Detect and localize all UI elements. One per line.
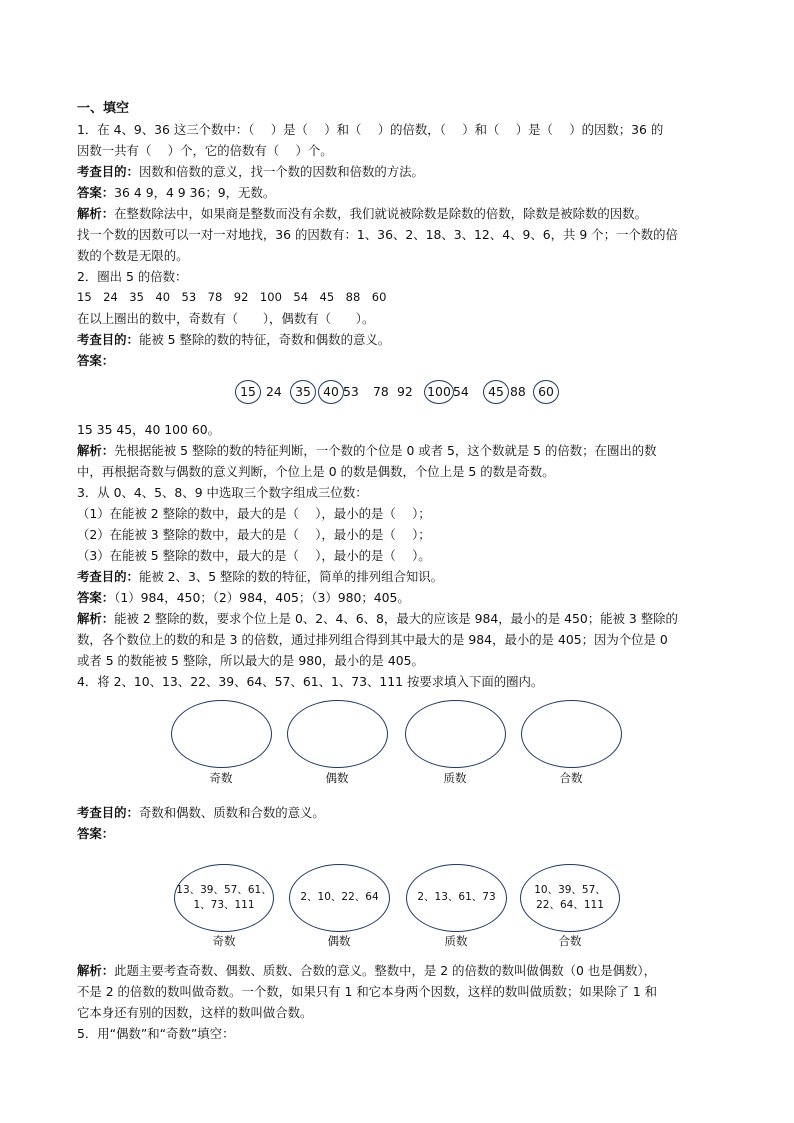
- circled-number: 35: [290, 380, 316, 404]
- answer-label: 答案：: [77, 590, 115, 605]
- circled-number: 100: [424, 380, 454, 404]
- q1-line2: 因数一共有（ ）个，它的倍数有（ ）个。: [77, 143, 333, 158]
- aim-label: 考查目的：: [77, 164, 139, 179]
- q4-explanation-2: 不是 2 的倍数的数叫做奇数。一个数，如果只有 1 和它本身两个因数，这样的数叫做质数；如果除了 1 和: [77, 984, 658, 999]
- answer-label-composite: 合数: [558, 934, 582, 948]
- q1-line1: 1．在 4、9、36 这三个数中：（ ）是（ ）和（ ）的倍数，（ ）和（ ）是（ ）的因数；36 的: [77, 122, 664, 137]
- explanation-text: 此题主要考查奇数、偶数、质数、合数的意义。整数中，是 2 的倍数的数叫做偶数（0 也是偶数），: [114, 963, 656, 978]
- oval-label-prime: 质数: [443, 771, 467, 785]
- oval-prime-line1: 2、13、61、73: [417, 891, 496, 903]
- q4-explanation-3: 它本身还有别的因数，这样的数叫做合数。: [77, 1005, 313, 1020]
- oval-composite-empty: [521, 700, 622, 768]
- oval-prime-answer-text: [406, 890, 507, 905]
- circled-number: 40: [318, 380, 344, 404]
- q3-sub1: （1）在能被 2 整除的数中，最大的是（ ），最小的是（ ）；: [77, 506, 431, 521]
- q2-numbers: 15 24 35 40 53 78 92 100 54 45 88 60: [77, 290, 387, 304]
- answer-text: 36 4 9，4 9 36；9，无数。: [114, 185, 276, 200]
- oval-odd-line2: 1、73、111: [193, 899, 255, 911]
- q2-line1: 2．圈出 5 的倍数：: [77, 269, 188, 284]
- oval-odd-answer-text: [174, 883, 274, 913]
- q1-explanation-1: [77, 203, 727, 224]
- oval-label-composite: 合数: [559, 771, 583, 785]
- q4-aim: [77, 802, 727, 823]
- q3-sub2: （2）在能被 3 整除的数中，最大的是（ ），最小的是（ ）；: [77, 527, 431, 542]
- aim-text: 奇数和偶数、质数和合数的意义。: [138, 805, 325, 820]
- oval-composite-line1: 10、39、57、: [534, 884, 606, 896]
- q2-line3: 在以上圈出的数中，奇数有（ ），偶数有（ ）。: [77, 311, 375, 326]
- aim-text: 因数和倍数的意义，找一个数的因数和倍数的方法。: [138, 164, 424, 179]
- q2-aim: [77, 329, 727, 350]
- oval-odd-empty: [171, 700, 272, 768]
- plain-number: 88: [510, 384, 526, 399]
- plain-number: 54: [453, 384, 469, 399]
- explanation-text: 在整数除法中，如果商是整数而没有余数，我们就说被除数是除数的倍数，除数是被除数的因数。: [114, 206, 647, 221]
- circled-number: 15: [235, 380, 261, 404]
- q3-aim: [77, 566, 727, 587]
- q4-explanation-1: [77, 960, 727, 981]
- oval-even-empty: [287, 700, 388, 768]
- aim-text: 能被 2、3、5 整除的数的特征，简单的排列组合知识。: [138, 569, 444, 584]
- oval-even-answer-text: [289, 890, 390, 905]
- q2-explanation-2: 中，再根据奇数与偶数的意义判断，个位上是 0 的数是偶数，个位上是 5 的数是奇数。: [77, 464, 555, 479]
- q2-answer: 15 35 45，40 100 60。: [77, 422, 221, 437]
- oval-prime-empty: [405, 700, 506, 768]
- answer-label: 答案：: [77, 185, 115, 200]
- plain-number: 24: [266, 384, 282, 399]
- q4-answer-label: 答案：: [77, 826, 115, 841]
- explanation-label: 解析：: [77, 963, 115, 978]
- explanation-text: 能被 2 整除的数，要求个位上是 0、2、4、6、8，最大的应该是 984，最小的是 450；能被 3 整除的: [114, 611, 678, 626]
- oval-even-line1: 2、10、22、64: [300, 891, 379, 903]
- aim-label: 考查目的：: [77, 332, 139, 347]
- q4-line1: 4．将 2、10、13、22、39、64、57、61、1、73、111 按要求填入下面的圈内。: [77, 674, 544, 689]
- explanation-label: 解析：: [77, 206, 115, 221]
- oval-odd-line1: 13、39、57、61、: [176, 884, 272, 896]
- q3-explanation-3: 或者 5 的数能被 5 整除，所以最大的是 980，最小的是 405。: [77, 653, 424, 668]
- answer-ovals-diagram: [77, 844, 727, 956]
- aim-label: 考查目的：: [77, 569, 139, 584]
- circled-number: 60: [533, 380, 559, 404]
- explanation-label: 解析：: [77, 443, 115, 458]
- q3-line1: 3．从 0、4、5、8、9 中选取三个数字组成三位数：: [77, 485, 368, 500]
- plain-number: 92: [397, 384, 413, 399]
- q3-answer: [77, 587, 727, 608]
- document-page: [77, 98, 727, 1044]
- q3-explanation-1: [77, 608, 727, 629]
- q3-explanation-2: 数，各个数位上的数的和是 3 的倍数，通过排列组合得到其中最大的是 984，最小的是 405；因为个位是 0: [77, 632, 668, 647]
- answer-label-odd: 奇数: [212, 934, 236, 948]
- empty-ovals-diagram: [77, 692, 727, 802]
- q2-explanation-1: [77, 440, 727, 461]
- plain-number: 78: [373, 384, 389, 399]
- answer-text: （1）984，450；（2）984，405；（3）980；405。: [114, 590, 410, 605]
- oval-label-even: 偶数: [325, 771, 349, 785]
- q1-answer: [77, 182, 727, 203]
- aim-text: 能被 5 整除的数的特征，奇数和偶数的意义。: [138, 332, 391, 347]
- section-title: 一、填空: [77, 101, 130, 116]
- q1-aim: [77, 161, 727, 182]
- circled-numbers-row: [77, 375, 727, 413]
- explanation-text: 先根据能被 5 整除的数的特征判断，一个数的个位是 0 或者 5，这个数就是 5 的倍数；在圈出的数: [114, 443, 657, 458]
- oval-composite-answer-text: [520, 883, 620, 913]
- circled-number: 45: [483, 380, 509, 404]
- answer-label-even: 偶数: [327, 934, 351, 948]
- plain-number: 53: [343, 384, 359, 399]
- answer-label-prime: 质数: [444, 934, 468, 948]
- oval-label-odd: 奇数: [209, 771, 233, 785]
- explanation-label: 解析：: [77, 611, 115, 626]
- q1-explanation-3: 数的个数是无限的。: [77, 248, 189, 263]
- q3-sub3: （3）在能被 5 整除的数中，最大的是（ ），最小的是（ ）。: [77, 548, 431, 563]
- q1-explanation-2: 找一个数的因数可以一对一对地找，36 的因数有：1、36、2、18、3、12、4、9、6，共 9 个；一个数的倍: [77, 227, 678, 242]
- oval-composite-line2: 22、64、111: [536, 899, 604, 911]
- q5-line1: 5．用“偶数”和“奇数”填空：: [77, 1026, 235, 1041]
- q2-answer-label: 答案：: [77, 353, 115, 368]
- aim-label: 考查目的：: [77, 805, 139, 820]
